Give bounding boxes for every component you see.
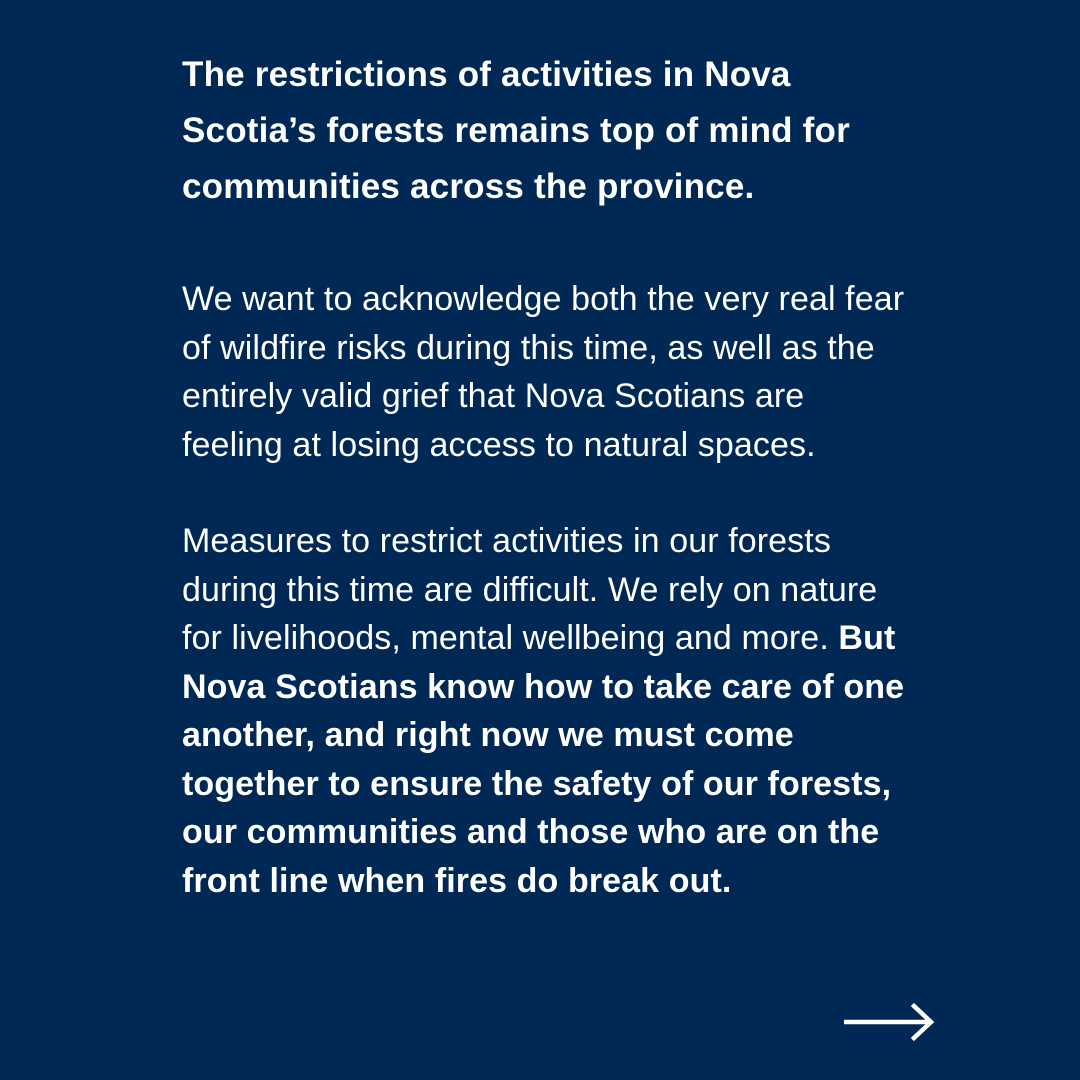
text-block [182,47,912,905]
paragraph-measures [182,517,912,905]
arrow-right-icon [844,1002,936,1042]
paragraph-acknowledgement: We want to acknowledge both the very real fear of wildfire risks during this time, as well as the entirely valid grief that Nova Scotians are feeling at losing access to natural spaces. [182,280,905,464]
next-slide-button[interactable] [844,1002,936,1042]
headline: The restrictions of activities in Nova Scotia’s forests remains top of mind for communities across the province. [182,55,850,206]
paragraph-measures-bold: But Nova Scotians know how to take care of one another, and right now we must come together to ensure the safety of our forests, our communities and those who are on the front line when fires do break out. [182,619,905,900]
paragraph-measures-regular: Measures to restrict activities in our forests during this time are difficult. We rely on nature for livelihoods, mental wellbeing and more. [182,522,878,657]
